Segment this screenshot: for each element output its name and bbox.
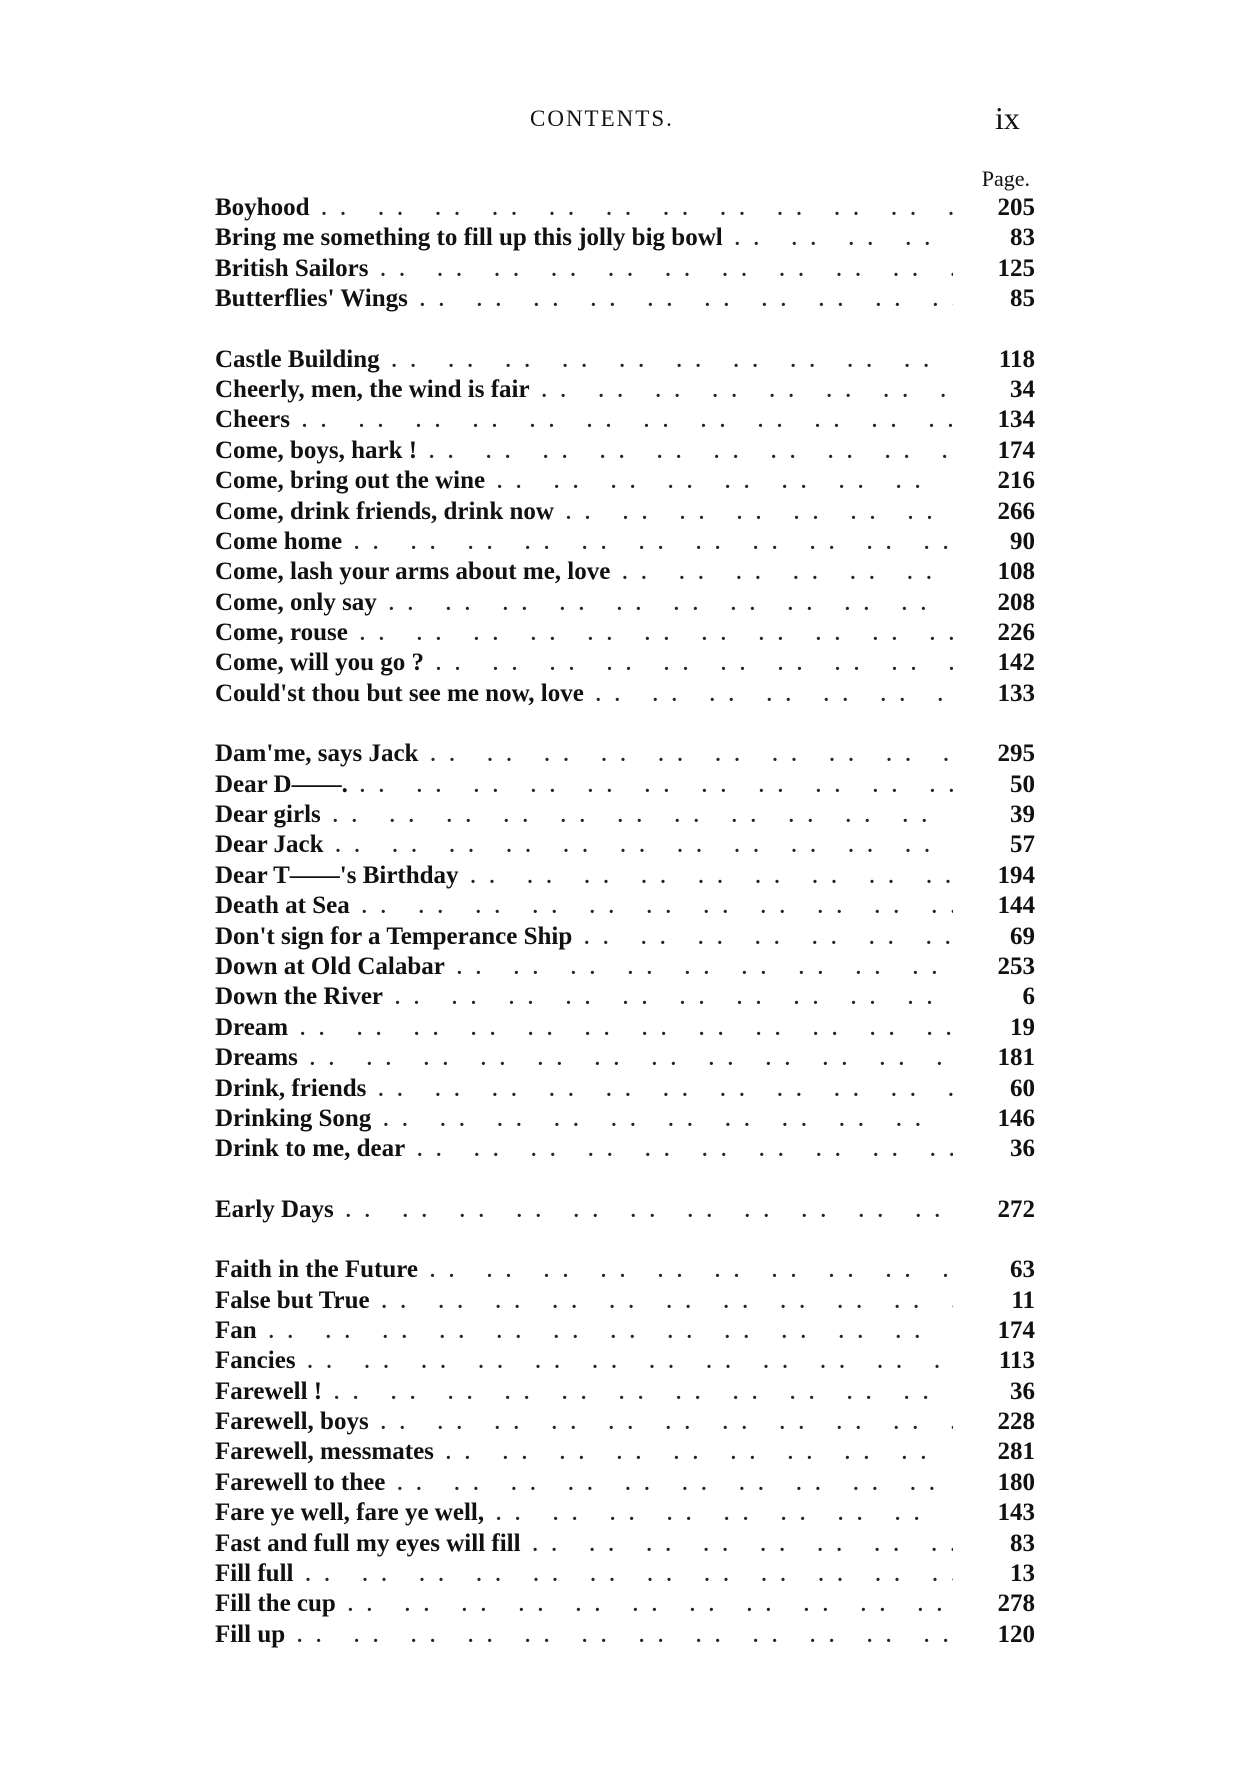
toc-entry-title: Drinking Song xyxy=(215,1104,372,1132)
toc-entry xyxy=(215,1529,1035,1559)
toc-entry-page-number: 125 xyxy=(997,254,1035,282)
toc-entry-page-number: 36 xyxy=(1010,1377,1035,1405)
dot-leader xyxy=(395,983,953,1013)
toc-entry-title: Dream xyxy=(215,1013,289,1041)
toc-entry-title: Dear Jack xyxy=(215,831,324,859)
toc-entry-page-number: 216 xyxy=(997,467,1035,495)
toc-group xyxy=(215,1255,1035,1650)
dot-leader xyxy=(302,406,953,436)
dot-leader xyxy=(381,255,954,285)
dot-leader xyxy=(446,1438,953,1468)
dot-leader xyxy=(397,1469,953,1499)
toc-entry-title: Fill full xyxy=(215,1560,294,1588)
dot-leader xyxy=(457,953,953,983)
toc-entry-page-number: 83 xyxy=(1010,1529,1035,1557)
toc-entry-title: Come, boys, hark ! xyxy=(215,436,418,464)
toc-entry xyxy=(215,1559,1035,1589)
toc-entry-page-number: 57 xyxy=(1010,831,1035,859)
toc-entry xyxy=(215,1620,1035,1650)
dot-leader xyxy=(392,346,953,376)
toc-entry-page-number: 120 xyxy=(997,1620,1035,1648)
dot-leader xyxy=(334,1378,953,1408)
toc-entry xyxy=(215,952,1035,982)
dot-leader xyxy=(378,1075,953,1105)
running-head xyxy=(0,100,1259,140)
toc-entry-title: Farewell ! xyxy=(215,1377,323,1405)
toc-entry-title: Farewell, boys xyxy=(215,1408,369,1436)
toc-entry-title: Come, bring out the wine xyxy=(215,467,486,495)
dot-leader xyxy=(346,1196,953,1226)
toc-entry-title: Cheerly, men, the wind is fair xyxy=(215,375,530,403)
toc-entry-page-number: 281 xyxy=(997,1438,1035,1466)
dot-leader xyxy=(430,740,953,770)
toc-entry-page-number: 180 xyxy=(997,1468,1035,1496)
toc-entry xyxy=(215,1255,1035,1285)
toc-entry-page-number: 194 xyxy=(997,861,1035,889)
toc-entry xyxy=(215,436,1035,466)
toc-entry xyxy=(215,1134,1035,1164)
toc-entry-page-number: 13 xyxy=(1010,1560,1035,1588)
toc-group xyxy=(215,345,1035,710)
toc-entry-page-number: 113 xyxy=(998,1347,1035,1375)
dot-leader xyxy=(333,801,953,831)
toc-entry-title: Could'st thou but see me now, love xyxy=(215,679,584,707)
toc-entry xyxy=(215,739,1035,769)
toc-entry-page-number: 19 xyxy=(1010,1013,1035,1041)
toc-entry xyxy=(215,527,1035,557)
toc-entry-title: Fare ye well, fare ye well, xyxy=(215,1499,485,1527)
toc-entry xyxy=(215,679,1035,709)
toc-entry xyxy=(215,1437,1035,1467)
dot-leader xyxy=(383,1105,953,1135)
toc-entry xyxy=(215,557,1035,587)
toc-entry-page-number: 85 xyxy=(1010,285,1035,313)
toc-entry-page-number: 133 xyxy=(997,679,1035,707)
toc-entry-page-number: 134 xyxy=(997,406,1035,434)
toc-entry-title: Death at Sea xyxy=(215,892,350,920)
toc-entry xyxy=(215,891,1035,921)
toc-entry-page-number: 278 xyxy=(997,1590,1035,1618)
toc-entry xyxy=(215,1286,1035,1316)
toc-entry xyxy=(215,1407,1035,1437)
toc-entry xyxy=(215,1589,1035,1619)
toc-entry xyxy=(215,800,1035,830)
toc-entry-title: Down at Old Calabar xyxy=(215,952,445,980)
toc-entry-page-number: 295 xyxy=(997,740,1035,768)
toc-entry-title: Fan xyxy=(215,1316,257,1344)
toc-entry-title: Come, lash your arms about me, love xyxy=(215,558,611,586)
dot-leader xyxy=(497,467,953,497)
toc-entry xyxy=(215,830,1035,860)
toc-entry xyxy=(215,284,1035,314)
toc-entry-title: Fancies xyxy=(215,1347,296,1375)
toc-entry xyxy=(215,405,1035,435)
toc-entry xyxy=(215,1013,1035,1043)
dot-leader xyxy=(429,437,953,467)
dot-leader xyxy=(362,892,953,922)
toc-entry-page-number: 6 xyxy=(1022,983,1035,1011)
dot-leader xyxy=(336,831,953,861)
page-folio: ix xyxy=(995,100,1020,136)
dot-leader xyxy=(269,1317,953,1347)
toc-entry xyxy=(215,375,1035,405)
toc-entry-title: Dear T——'s Birthday xyxy=(215,861,459,889)
toc-entry-title: Drink, friends xyxy=(215,1074,367,1102)
toc-entry-page-number: 60 xyxy=(1010,1074,1035,1102)
toc-group xyxy=(215,739,1035,1164)
dot-leader xyxy=(584,923,953,953)
dot-leader xyxy=(566,498,953,528)
toc-entry xyxy=(215,345,1035,375)
toc-entry xyxy=(215,223,1035,253)
toc-entry-page-number: 142 xyxy=(997,649,1035,677)
toc-entry-title: Fast and full my eyes will fill xyxy=(215,1529,521,1557)
dot-leader xyxy=(360,619,953,649)
toc-entry-title: Dear D——. xyxy=(215,770,348,798)
toc-entry-title: Castle Building xyxy=(215,345,380,373)
toc-entry xyxy=(215,1468,1035,1498)
toc-entry xyxy=(215,497,1035,527)
toc-entry-page-number: 205 xyxy=(997,194,1035,221)
dot-leader xyxy=(300,1014,953,1044)
toc-entry-title: False but True xyxy=(215,1286,370,1314)
toc-entry-page-number: 50 xyxy=(1010,770,1035,798)
toc-entry-page-number: 143 xyxy=(997,1499,1035,1527)
dot-leader xyxy=(436,649,953,679)
toc-entry xyxy=(215,1074,1035,1104)
toc-entry-page-number: 69 xyxy=(1010,922,1035,950)
dot-leader xyxy=(354,528,953,558)
running-head-title: CONTENTS. xyxy=(530,106,674,131)
dot-leader xyxy=(420,285,953,315)
toc-entry xyxy=(215,618,1035,648)
toc-entry-title: Farewell, messmates xyxy=(215,1438,434,1466)
dot-leader xyxy=(533,1530,953,1560)
toc-entry-title: Farewell to thee xyxy=(215,1468,386,1496)
toc-entry-title: Drink to me, dear xyxy=(215,1135,406,1163)
dot-leader xyxy=(297,1621,953,1651)
toc-entry xyxy=(215,982,1035,1012)
toc-entry xyxy=(215,1104,1035,1134)
toc-entry-title: Dreams xyxy=(215,1044,298,1072)
toc-entry-page-number: 63 xyxy=(1010,1256,1035,1284)
dot-leader xyxy=(360,771,953,801)
toc-entry xyxy=(215,588,1035,618)
toc-entry-title: Come, rouse xyxy=(215,619,348,647)
toc-entry xyxy=(215,1346,1035,1376)
dot-leader xyxy=(735,224,953,254)
toc-entry xyxy=(215,254,1035,284)
dot-leader xyxy=(542,376,953,406)
toc-entry-title: Fill up xyxy=(215,1620,286,1648)
page-column-label: Page. xyxy=(981,166,1030,191)
toc-group xyxy=(215,1195,1035,1225)
toc-entry-page-number: 90 xyxy=(1010,527,1035,555)
toc-entry-title: Come home xyxy=(215,527,343,555)
toc-entry-page-number: 174 xyxy=(997,436,1035,464)
dot-leader xyxy=(321,194,953,224)
dot-leader xyxy=(471,862,953,892)
toc-entry-title: Faith in the Future xyxy=(215,1256,419,1284)
toc-entry-title: British Sailors xyxy=(215,254,369,282)
dot-leader xyxy=(596,680,953,710)
toc-entry-title: Boyhood xyxy=(215,194,310,221)
toc-entry-title: Dam'me, says Jack xyxy=(215,740,419,768)
toc-entry-title: Don't sign for a Temperance Ship xyxy=(215,922,573,950)
toc-entry-title: Come, will you go ? xyxy=(215,649,425,677)
toc-entry-page-number: 272 xyxy=(997,1195,1035,1223)
toc-entry-page-number: 266 xyxy=(997,497,1035,525)
toc-entry-page-number: 108 xyxy=(997,558,1035,586)
toc-entry xyxy=(215,1498,1035,1528)
toc-entry-page-number: 146 xyxy=(997,1104,1035,1132)
dot-leader xyxy=(389,589,953,619)
toc-entry-page-number: 11 xyxy=(1011,1286,1035,1314)
toc-entry-page-number: 181 xyxy=(997,1044,1035,1072)
toc-entry xyxy=(215,648,1035,678)
toc-entry xyxy=(215,861,1035,891)
toc-entry-page-number: 39 xyxy=(1010,801,1035,829)
toc-entry-page-number: 228 xyxy=(997,1408,1035,1436)
toc-entry-title: Bring me something to fill up this jolly big bowl xyxy=(215,224,723,252)
toc-entry-page-number: 34 xyxy=(1010,375,1035,403)
toc-entry-page-number: 208 xyxy=(997,588,1035,616)
dot-leader xyxy=(308,1347,953,1377)
toc-entry-title: Come, only say xyxy=(215,588,377,616)
toc-entry xyxy=(215,193,1035,223)
toc-entry-page-number: 144 xyxy=(997,892,1035,920)
toc-entry-title: Cheers xyxy=(215,406,290,434)
toc-entry xyxy=(215,1043,1035,1073)
toc-entry-page-number: 226 xyxy=(997,619,1035,647)
toc-entry-title: Down the River xyxy=(215,983,384,1011)
dot-leader xyxy=(382,1287,953,1317)
toc-entry xyxy=(215,1377,1035,1407)
toc-entry-page-number: 118 xyxy=(998,345,1035,373)
dot-leader xyxy=(496,1499,953,1529)
dot-leader xyxy=(310,1044,953,1074)
toc-group xyxy=(215,193,1035,315)
dot-leader xyxy=(430,1256,953,1286)
toc-entry xyxy=(215,770,1035,800)
toc-entry-page-number: 36 xyxy=(1010,1135,1035,1163)
toc-entry xyxy=(215,1316,1035,1346)
toc-entry xyxy=(215,922,1035,952)
table-of-contents xyxy=(215,193,1035,1680)
toc-entry xyxy=(215,1195,1035,1225)
dot-leader xyxy=(622,558,953,588)
toc-entry-title: Fill the cup xyxy=(215,1590,336,1618)
toc-entry xyxy=(215,466,1035,496)
toc-entry-title: Come, drink friends, drink now xyxy=(215,497,554,525)
dot-leader xyxy=(305,1560,953,1590)
toc-entry-title: Early Days xyxy=(215,1195,334,1223)
toc-entry-title: Butterflies' Wings xyxy=(215,285,408,313)
dot-leader xyxy=(348,1590,953,1620)
dot-leader xyxy=(381,1408,953,1438)
toc-entry-page-number: 253 xyxy=(997,952,1035,980)
toc-entry-title: Dear girls xyxy=(215,801,321,829)
toc-entry-page-number: 83 xyxy=(1010,224,1035,252)
dot-leader xyxy=(417,1135,953,1165)
toc-entry-page-number: 174 xyxy=(997,1316,1035,1344)
